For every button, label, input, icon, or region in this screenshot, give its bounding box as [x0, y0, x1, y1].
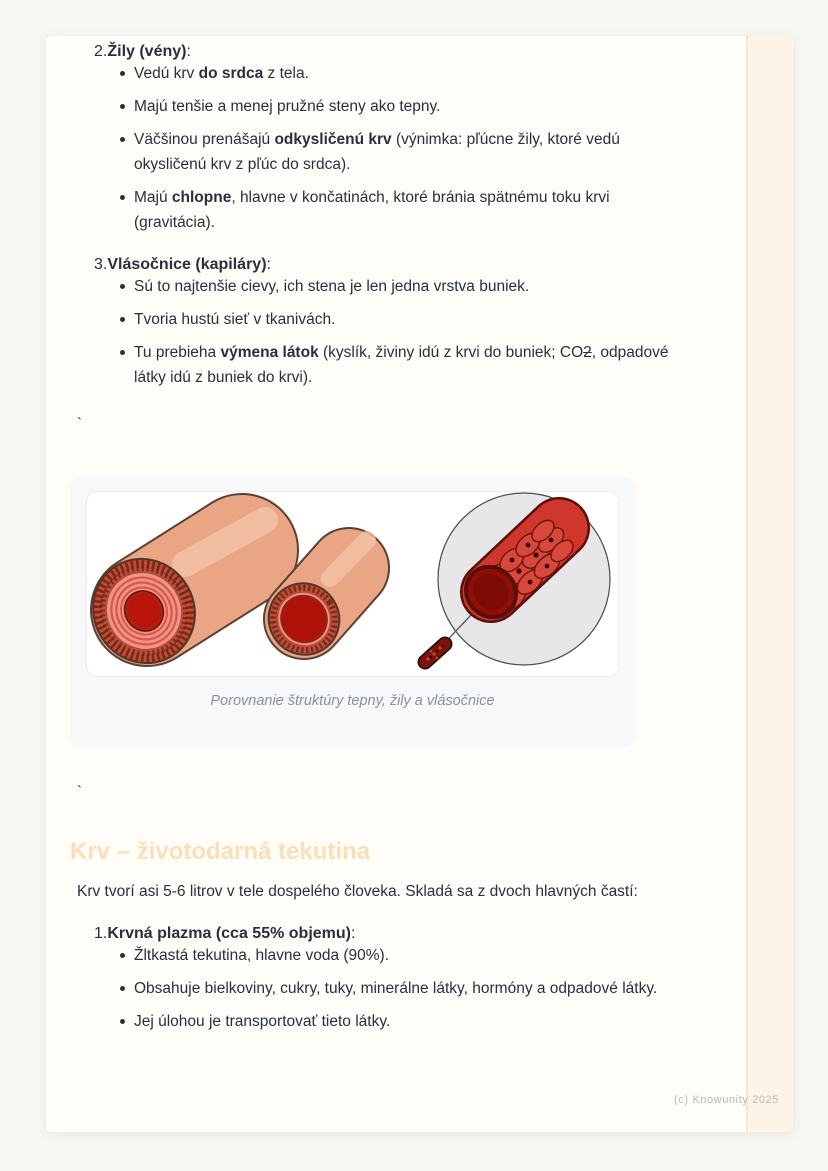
document-content: [46, 36, 793, 1034]
capillaries-bullet-list: [77, 274, 710, 390]
section-veins: [77, 39, 710, 235]
section-title: Krvná plazma (cca 55% objemu): [107, 925, 351, 942]
stray-backtick-bottom: `: [77, 783, 82, 800]
list-item: Majú tenšie a menej pružné steny ako tepny.: [77, 94, 710, 119]
section-capillaries: [77, 252, 710, 390]
list-item: Vedú krv do srdca z tela.: [77, 61, 710, 86]
copyright-footer: (c) Knowunity 2025: [674, 1094, 779, 1106]
plasma-bullet-list: [77, 943, 710, 1034]
stray-backtick-top: `: [77, 415, 82, 432]
vessel-comparison-illustration: [87, 492, 618, 676]
section-colon: :: [350, 925, 356, 942]
section-colon: :: [186, 43, 191, 60]
figure-caption: Porovnanie štruktúry tepny, žily a vlásočnice: [210, 693, 495, 709]
blood-heading: Krv – životodarná tekutina: [70, 838, 371, 865]
capillary-small-segment: [425, 644, 445, 662]
list-item: Žltkastá tekutina, hlavne voda (90%).: [77, 943, 710, 968]
vessel-illustration-card: [87, 492, 618, 676]
list-item: Tvoria hustú sieť v tkanivách.: [77, 307, 710, 332]
capillary-illustration: [425, 493, 610, 665]
veins-bullet-list: [77, 61, 710, 235]
section-number: 3.: [94, 256, 108, 273]
section-number: 1.: [94, 925, 108, 942]
section-title: Vlásočnice (kapiláry): [107, 256, 267, 273]
section-colon: :: [266, 256, 271, 273]
intro-paragraph: Krv tvorí asi 5-6 litrov v tele dospelého človeka. Skladá sa z dvoch hlavných častí:: [77, 883, 638, 900]
list-item: Väčšinou prenášajú odkysličenú krv (výnimka: pľúcne žily, ktoré vedú okysličenú krv z pľúc do srdca).: [77, 127, 710, 177]
list-item: Jej úlohou je transportovať tieto látky.: [77, 1009, 710, 1034]
section-number: 2.: [94, 43, 108, 60]
list-item: Majú chlopne, hlavne v končatinách, ktoré bránia spätnému toku krvi (gravitácia).: [77, 185, 710, 235]
list-item: Tu prebieha výmena látok (kyslík, živiny idú z krvi do buniek; CO2, odpadové látky idú z buniek do krvi).: [77, 340, 710, 390]
section-title: Žily (vény): [107, 43, 187, 60]
artery-illustration: [87, 520, 265, 676]
vessel-comparison-figure: [70, 476, 635, 748]
section-plasma: [77, 921, 710, 1034]
document-page: [46, 36, 793, 1132]
list-item: Obsahuje bielkoviny, cukry, tuky, minerálne látky, hormóny a odpadové látky.: [77, 976, 710, 1001]
list-item: Sú to najtenšie cievy, ich stena je len jedna vrstva buniek.: [77, 274, 710, 299]
